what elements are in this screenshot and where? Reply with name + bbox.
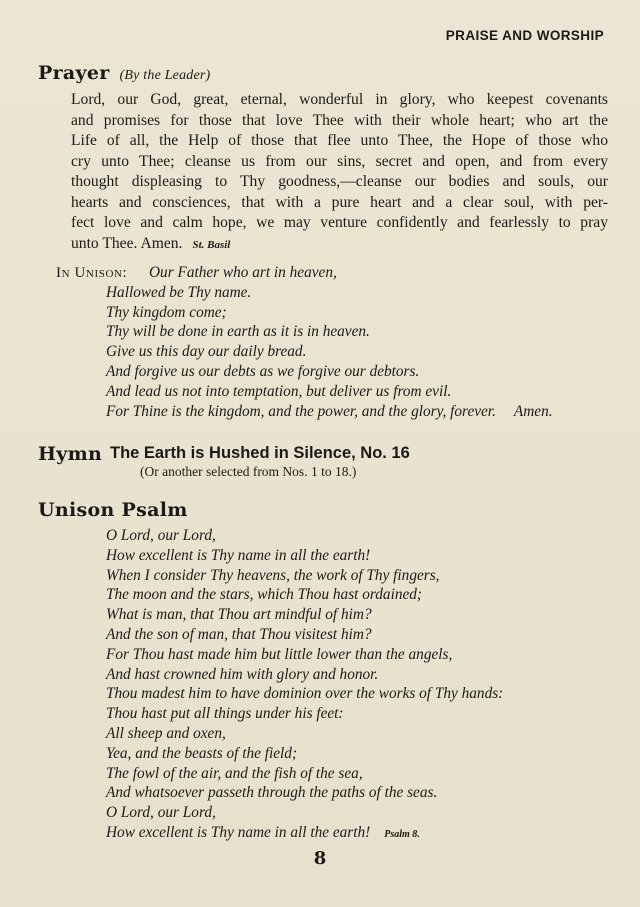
psalm-line: For Thou hast made him but little lower than the angels,: [106, 645, 453, 663]
prayer-line: hearts and consciences, that with a pure heart and a clear soul, with per-: [71, 193, 608, 211]
psalm-text: [106, 526, 503, 845]
prayer-last-line: [72, 234, 608, 256]
prayer-attribution: St. Basil: [192, 238, 231, 251]
psalm-line: The fowl of the air, and the fish of the sea,: [106, 764, 363, 782]
psalm-line: O Lord, our Lord,: [106, 527, 216, 544]
page-number: 8: [313, 848, 327, 869]
psalm-line: O Lord, our Lord,: [106, 804, 216, 822]
psalm-line: How excellent is Thy name in all the earth!: [106, 546, 371, 564]
verse-line: And lead us not into temptation, but deliver us from evil.: [106, 382, 452, 400]
psalm-line: What is man, that Thou art mindful of him?: [106, 606, 372, 624]
hymn-title: The Earth is Hushed in Silence, No. 16: [110, 444, 410, 462]
verse-line: For Thine is the kingdom, and the power, and the glory, forever.: [106, 402, 496, 420]
psalm-line: Thou madest him to have dominion over the works of Thy hands:: [106, 685, 504, 703]
running-head: PRAISE AND WORSHIP: [445, 28, 604, 43]
hymn-heading: Hymn: [38, 443, 103, 465]
psalm-line: And hast crowned him with glory and honor.: [106, 665, 379, 683]
prayer-line: unto Thee. Amen.: [71, 234, 183, 252]
amen: Amen.: [513, 402, 553, 420]
unison-label: In Unison:: [56, 265, 128, 281]
psalm-line: Thou hast put all things under his feet:: [106, 705, 344, 723]
prayer-heading: [38, 62, 210, 84]
prayer-title: Prayer: [38, 62, 110, 84]
verse-final-line: [106, 402, 553, 422]
verse-line: Thy kingdom come;: [106, 303, 227, 321]
psalm-final-line: [106, 823, 503, 845]
verse-line: Our Father who art in heaven,: [149, 264, 337, 281]
prayer-line: cry unto Thee; cleanse us from our sins, secret and open, and from every: [71, 152, 608, 170]
prayer-line: Life of all, the Help of those that flee unto Thee, the Hope of those who: [71, 132, 608, 149]
prayer-note: (By the Leader): [119, 68, 211, 83]
verse-line: And forgive us our debts as we forgive our debtors.: [106, 362, 420, 380]
psalm-line: When I consider Thy heavens, the work of Thy fingers,: [106, 566, 440, 584]
prayer-line: and promises for those that love Thee with their whole heart; who art the: [71, 111, 608, 129]
prayer-line: fect love and calm hope, we may venture confidently and fearlessly to pray: [71, 214, 608, 231]
psalm-line: The moon and the stars, which Thou hast ordained;: [106, 586, 422, 604]
psalm-line: And whatsoever passeth through the paths of the seas.: [106, 784, 438, 802]
verse-line: Hallowed be Thy name.: [106, 283, 252, 301]
verse-line: Thy will be done in earth as it is in heaven.: [106, 323, 370, 341]
psalm-reference: Psalm 8.: [384, 828, 420, 840]
psalm-line: How excellent is Thy name in all the earth!: [106, 823, 371, 841]
prayer-line: Lord, our God, great, eternal, wonderful in glory, who keepest covenants: [71, 91, 608, 108]
prayer-line: thought displeasing to Thy goodness,—cleanse our bodies and souls, our: [71, 173, 608, 190]
prayer-text: [72, 90, 608, 255]
hymn-note: (Or another selected from Nos. 1 to 18.): [140, 464, 357, 479]
verse-line: Give us this day our daily bread.: [106, 343, 307, 361]
psalm-line: And the son of man, that Thou visitest him?: [106, 625, 372, 643]
lords-prayer-text: [106, 263, 553, 421]
psalm-heading: Unison Psalm: [38, 499, 188, 521]
psalm-line: All sheep and oxen,: [106, 724, 226, 742]
psalm-line: Yea, and the beasts of the field;: [106, 744, 298, 762]
